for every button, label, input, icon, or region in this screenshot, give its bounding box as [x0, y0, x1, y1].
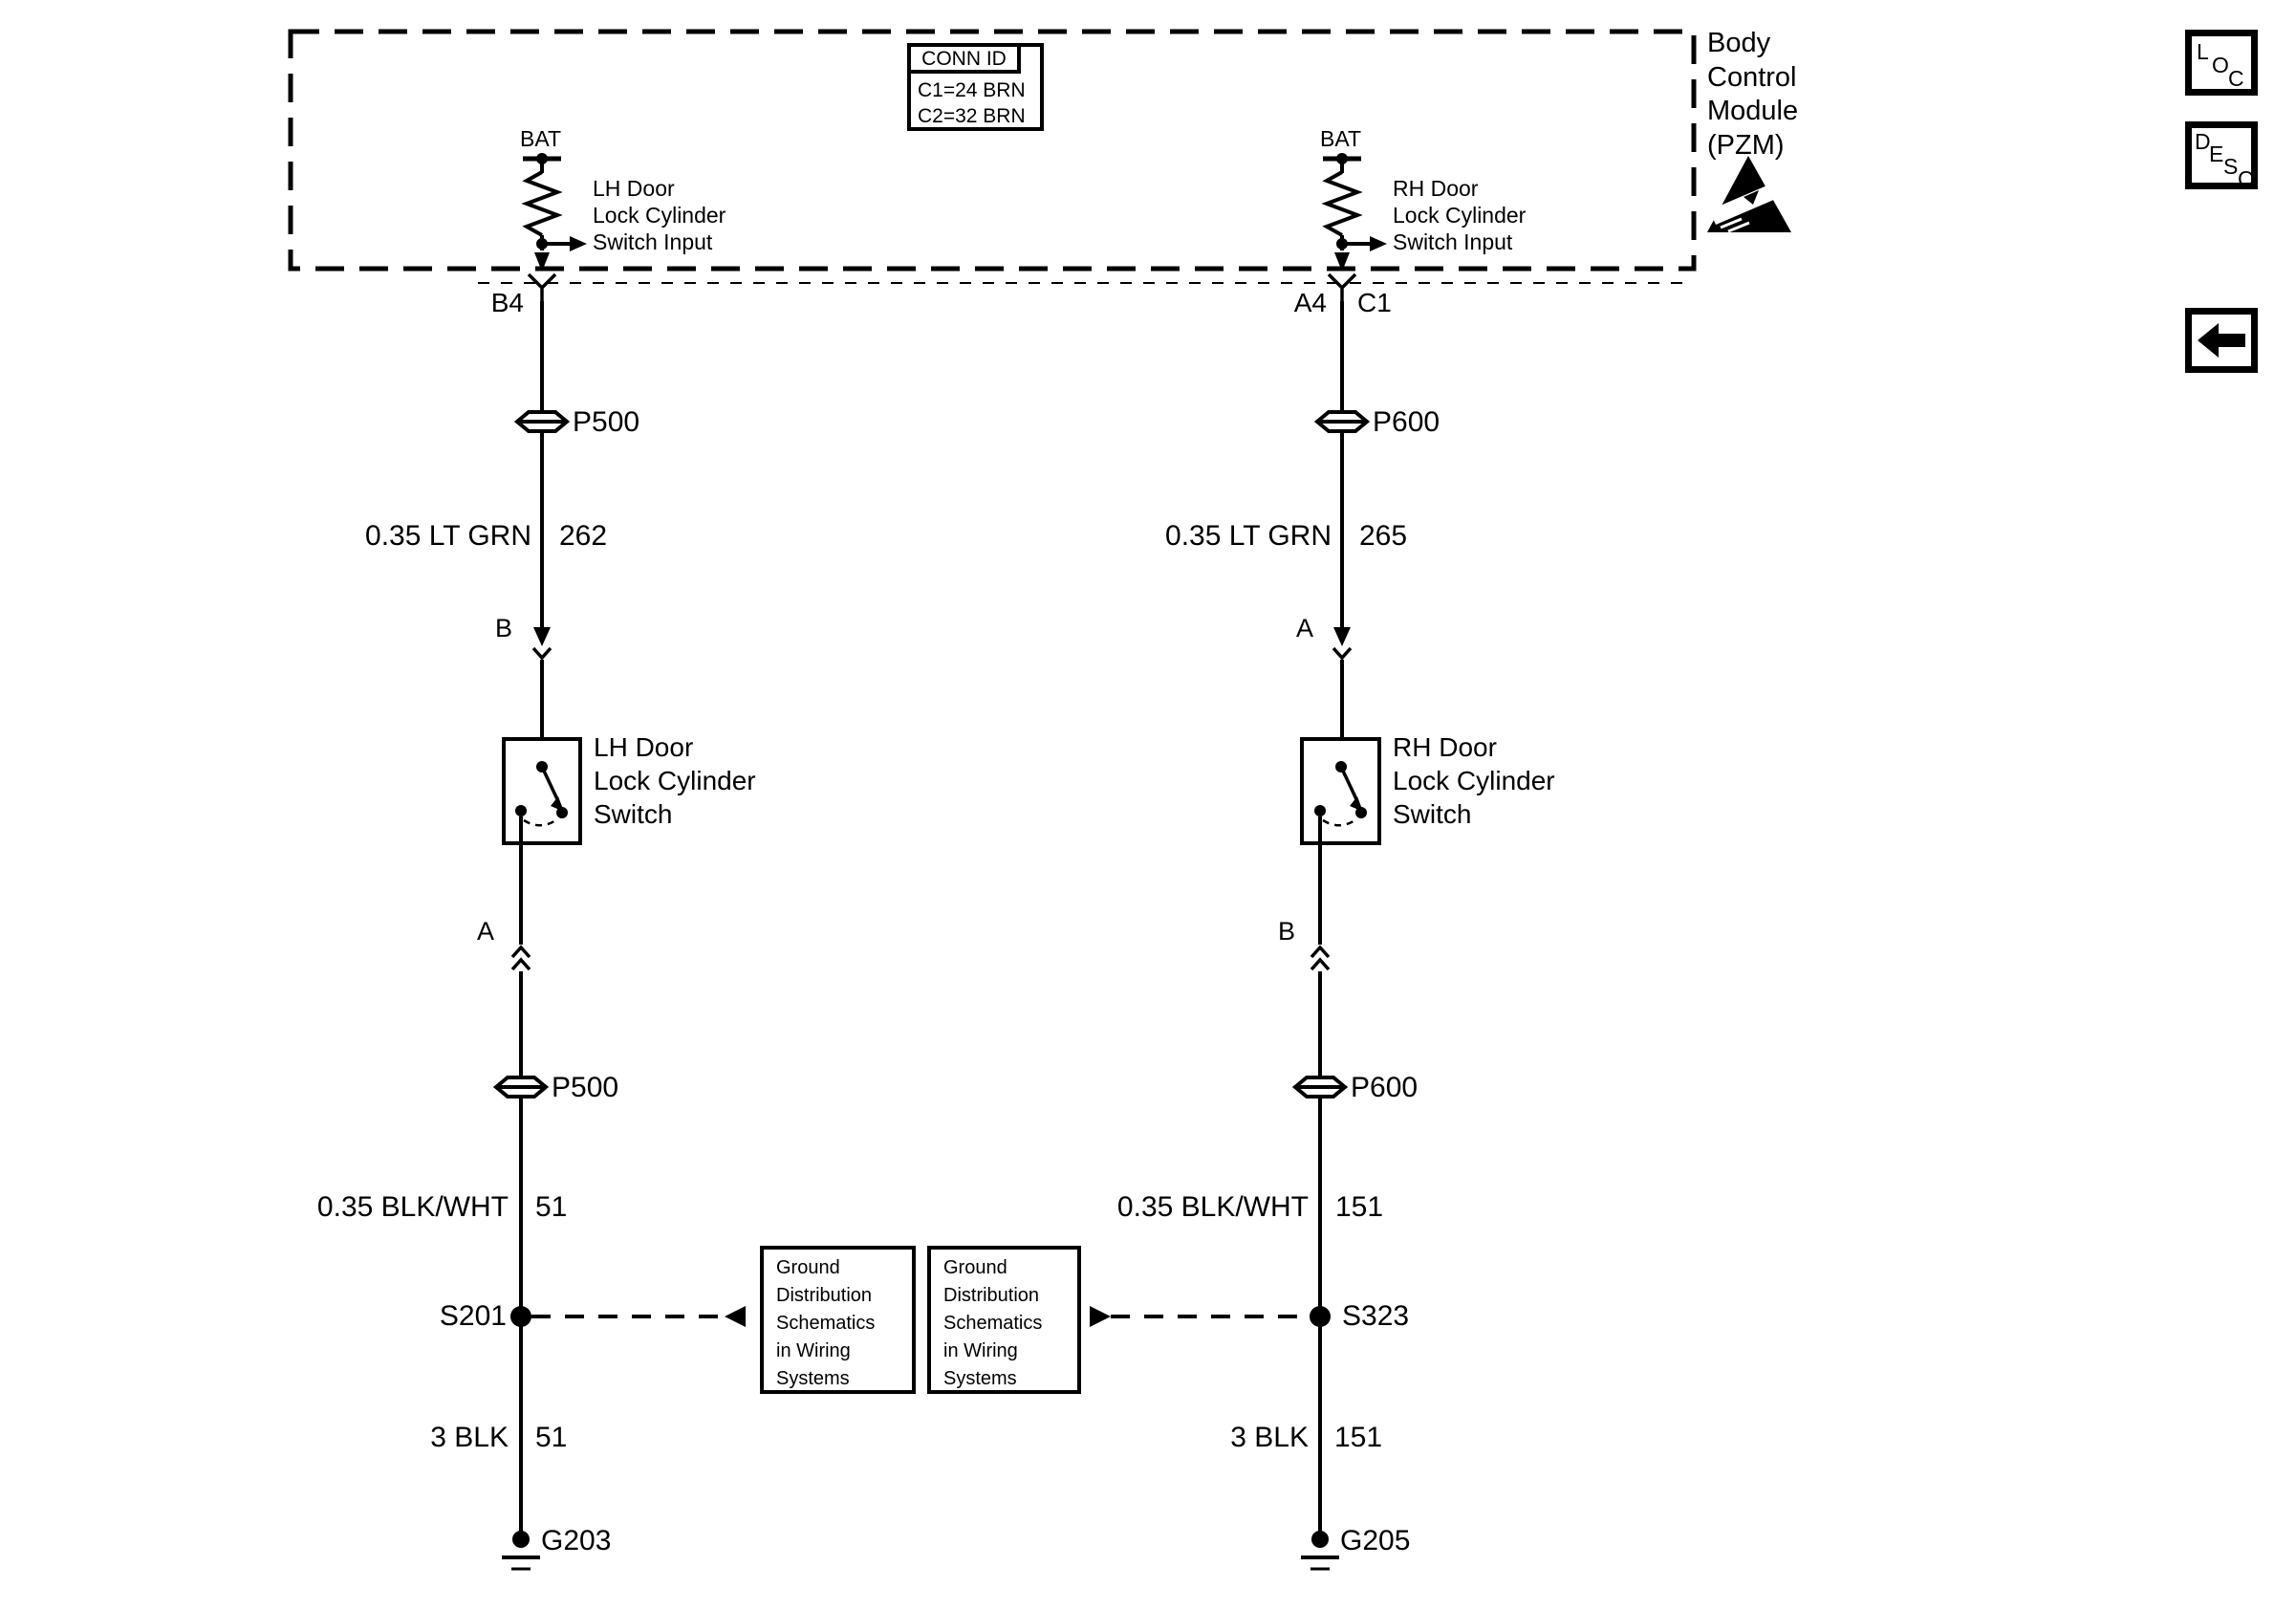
right-resistor — [1327, 172, 1357, 235]
loc-letter: L — [2197, 39, 2209, 64]
left-switch-line: LH Door — [594, 732, 694, 762]
ref-line: Distribution — [776, 1285, 873, 1306]
right-ground-symbol — [1301, 1531, 1339, 1569]
right-inline-connector-top — [1317, 412, 1367, 431]
left-input-label — [593, 175, 726, 255]
right-input-line: Switch Input — [1393, 229, 1513, 254]
right-wire-gnd-spec: 3 BLK — [1230, 1422, 1309, 1453]
left-terminal-in-label: B — [495, 614, 513, 642]
conn-id-title: CONN ID — [907, 43, 1021, 74]
right-splice-dot — [1310, 1306, 1331, 1327]
back-button[interactable] — [2185, 308, 2258, 373]
right-switch-label — [1393, 730, 1555, 831]
ref-box-text — [776, 1254, 875, 1393]
right-switch-line: Lock Cylinder — [1393, 766, 1555, 795]
right-ref-arrow-icon — [1090, 1306, 1111, 1327]
right-module-connector-y — [1329, 274, 1355, 301]
right-connector-bottom-label: P600 — [1351, 1072, 1419, 1103]
module-name-line: Module — [1707, 96, 1799, 126]
desc-letter: C — [2238, 166, 2254, 191]
left-ref-arrow-icon — [725, 1306, 746, 1327]
left-inline-connector-top — [517, 412, 567, 431]
conn-id-rows — [918, 77, 1026, 129]
right-ground-label: G205 — [1340, 1525, 1411, 1556]
right-input-line: Lock Cylinder — [1393, 203, 1527, 228]
right-splice-label: S323 — [1342, 1300, 1410, 1332]
right-input-line: RH Door — [1393, 176, 1479, 201]
left-wire-mid-spec: 0.35 BLK/WHT — [316, 1191, 509, 1223]
left-wire-gnd-circuit: 51 — [535, 1422, 568, 1453]
right-wire-mid-spec: 0.35 BLK/WHT — [1116, 1191, 1309, 1223]
left-circuit-lines — [496, 153, 746, 1569]
right-switch-symbol — [1302, 739, 1379, 843]
left-switch-symbol — [504, 739, 580, 843]
right-terminal-in-label: A — [1296, 614, 1314, 642]
left-wire-mid-circuit: 51 — [535, 1191, 568, 1223]
left-terminal-b-arrow — [533, 627, 551, 646]
right-terminal-a-arrow — [1333, 627, 1351, 646]
right-module-conn: C1 — [1357, 288, 1392, 317]
right-wire-top-circuit: 265 — [1359, 520, 1408, 552]
back-arrow-icon — [2192, 315, 2251, 366]
left-input-arrow-icon — [570, 236, 587, 251]
left-switch-line: Lock Cylinder — [594, 766, 756, 795]
left-resistor — [527, 172, 557, 235]
left-bat-label: BAT — [520, 126, 562, 151]
ref-line: Schematics — [776, 1313, 876, 1334]
conn-id-row: C1=24 BRN — [918, 79, 1026, 101]
ref-line: Ground — [943, 1257, 1007, 1278]
desc-letter: D — [2195, 129, 2211, 154]
left-inline-connector-bottom — [496, 1077, 546, 1097]
ref-line: in Wiring — [943, 1340, 1018, 1361]
module-name — [1707, 27, 1798, 163]
desc-letter: E — [2209, 141, 2224, 166]
right-inline-connector-bottom — [1295, 1077, 1345, 1097]
ref-line: Systems — [776, 1368, 850, 1389]
left-ground-symbol — [502, 1531, 540, 1569]
conn-id-row: C2=32 BRN — [918, 105, 1026, 127]
right-circuit-lines — [1090, 153, 1387, 1569]
right-switch-line: Switch — [1393, 799, 1472, 829]
right-module-pin: A4 — [1293, 288, 1327, 317]
left-terminal-a-chevrons — [512, 947, 530, 969]
right-terminal-out-label: B — [1278, 917, 1296, 946]
left-switch-label — [594, 730, 756, 831]
loc-letter: O — [2212, 53, 2229, 77]
ref-line: Schematics — [943, 1313, 1043, 1334]
left-wire-gnd-spec: 3 BLK — [430, 1422, 509, 1453]
left-input-line: LH Door — [593, 176, 675, 201]
right-terminal-b-chevrons — [1311, 947, 1329, 969]
ref-line: Ground — [776, 1257, 840, 1278]
left-connector-top-label: P500 — [573, 406, 640, 438]
left-module-connector-y — [529, 274, 555, 301]
right-wire-mid-circuit: 151 — [1335, 1191, 1384, 1223]
left-wire-top-circuit: 262 — [559, 520, 608, 552]
right-input-label — [1393, 175, 1526, 255]
desc-button[interactable] — [2185, 121, 2258, 189]
right-wire-top-spec: 0.35 LT GRN — [1165, 520, 1332, 552]
left-switch-line: Switch — [594, 799, 673, 829]
module-name-line: Body — [1707, 28, 1771, 58]
left-wire-top-spec: 0.35 LT GRN — [365, 520, 531, 552]
esd-warning-icon — [1707, 156, 1791, 232]
desc-letter: S — [2223, 154, 2239, 179]
left-module-pin: B4 — [490, 288, 524, 317]
loc-letter: C — [2228, 66, 2244, 91]
left-splice-dot — [510, 1306, 531, 1327]
right-input-arrow-icon — [1370, 236, 1387, 251]
right-bat-label: BAT — [1320, 126, 1362, 151]
right-connector-top-label: P600 — [1373, 406, 1440, 438]
ref-box-text — [943, 1254, 1042, 1393]
conn-id-box — [907, 43, 1044, 131]
ref-line: Distribution — [943, 1285, 1040, 1306]
left-input-line: Lock Cylinder — [593, 203, 726, 228]
ground-distribution-ref-box-left — [760, 1246, 916, 1394]
module-name-line: Control — [1707, 61, 1797, 93]
loc-button[interactable] — [2185, 30, 2258, 96]
module-name-line: (PZM) — [1707, 129, 1785, 161]
left-splice-label: S201 — [439, 1300, 507, 1332]
ground-distribution-ref-box-right — [927, 1246, 1081, 1394]
left-input-line: Switch Input — [593, 229, 713, 254]
left-ground-label: G203 — [541, 1525, 612, 1556]
right-switch-line: RH Door — [1393, 732, 1497, 762]
right-wire-gnd-circuit: 151 — [1334, 1422, 1383, 1453]
ref-line: in Wiring — [776, 1340, 851, 1361]
left-terminal-out-label: A — [477, 917, 495, 946]
left-connector-bottom-label: P500 — [552, 1072, 619, 1103]
ref-line: Systems — [943, 1368, 1017, 1389]
